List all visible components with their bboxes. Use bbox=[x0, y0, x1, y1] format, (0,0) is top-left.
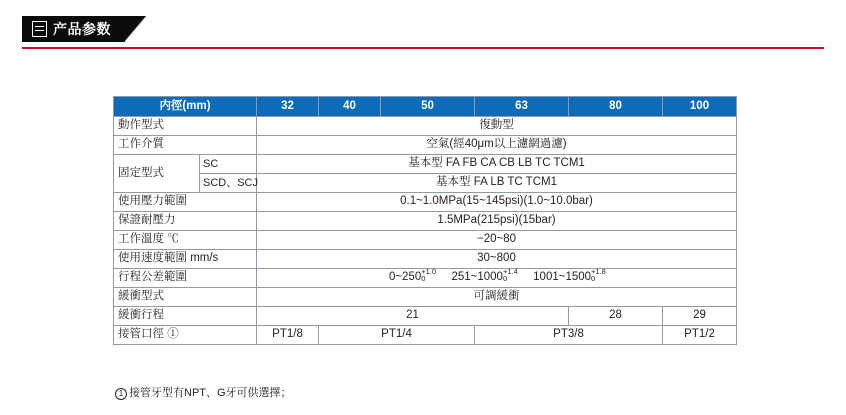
row-label-mounting-type: 固定型式 bbox=[114, 155, 200, 193]
row-label-working-pressure: 使用壓力範圍 bbox=[114, 193, 257, 212]
row-sublabel-sc: SC bbox=[200, 155, 257, 174]
row-value-action-type: 復動型 bbox=[257, 117, 737, 136]
row-label-stroke-tolerance: 行程公差範圍 bbox=[114, 269, 257, 288]
table-row bbox=[114, 117, 737, 136]
tolerance-range-3: 1001~1500 bbox=[533, 271, 592, 284]
column-header-50: 50 bbox=[381, 97, 475, 117]
tolerance-upper-2: +1.4 bbox=[502, 266, 518, 276]
tolerance-lower-2: 0 bbox=[502, 273, 508, 283]
row-value-cushion-type: 可調緩衝 bbox=[257, 288, 737, 307]
row-value-temperature: −20~80 bbox=[257, 231, 737, 250]
table-row bbox=[114, 212, 737, 231]
row-value-port-size-3: PT3/8 bbox=[475, 326, 663, 345]
row-label-medium: 工作介質 bbox=[114, 136, 257, 155]
table-row bbox=[114, 288, 737, 307]
column-header-80: 80 bbox=[569, 97, 663, 117]
row-value-mounting-scd-scj: 基本型 FA LB TC TCM1 bbox=[257, 174, 737, 193]
row-label-speed-range: 使用速度範圍 mm/s bbox=[114, 250, 257, 269]
table-row bbox=[114, 269, 737, 288]
row-label-temperature: 工作溫度 ℃ bbox=[114, 231, 257, 250]
row-value-cushion-stroke-2: 28 bbox=[569, 307, 663, 326]
tolerance-item-2 bbox=[451, 266, 519, 284]
tolerance-item-1 bbox=[388, 266, 438, 284]
spec-table bbox=[113, 96, 737, 345]
spec-table-wrapper bbox=[113, 96, 736, 345]
row-value-proof-pressure: 1.5MPa(215psi)(15bar) bbox=[257, 212, 737, 231]
row-value-stroke-tolerance bbox=[257, 266, 737, 288]
column-header-63: 63 bbox=[475, 97, 569, 117]
table-row bbox=[114, 231, 737, 250]
row-value-mounting-sc: 基本型 FA FB CA CB LB TC TCM1 bbox=[257, 155, 737, 174]
tolerance-item-3 bbox=[533, 266, 606, 284]
row-value-port-size-1: PT1/8 bbox=[257, 326, 319, 345]
tolerance-lower-1: 0 bbox=[421, 273, 426, 283]
footnote-marker: 1 bbox=[115, 388, 127, 400]
table-row bbox=[114, 326, 737, 345]
tolerance-range-1: 0~250 bbox=[388, 271, 422, 284]
table-row bbox=[114, 136, 737, 155]
row-value-medium: 空氣(經40μm以上濾網過濾) bbox=[257, 136, 737, 155]
row-value-cushion-stroke-3: 29 bbox=[663, 307, 737, 326]
table-row bbox=[114, 193, 737, 212]
table-row bbox=[114, 155, 737, 174]
row-value-cushion-stroke-1: 21 bbox=[257, 307, 569, 326]
row-label-cushion-type: 緩衝型式 bbox=[114, 288, 257, 307]
tolerance-range-2: 251~1000 bbox=[451, 271, 503, 284]
column-header-100: 100 bbox=[663, 97, 737, 117]
row-label-cushion-stroke: 緩衝行程 bbox=[114, 307, 257, 326]
row-label-port-size: 接管口徑 ① bbox=[114, 326, 257, 345]
row-value-speed-range: 30~800 bbox=[257, 250, 737, 269]
tolerance-upper-3: +1.8 bbox=[591, 266, 606, 276]
table-header-row bbox=[114, 97, 737, 117]
section-header-tag bbox=[22, 16, 125, 42]
row-sublabel-scd-scj: SCD、SCJ bbox=[200, 174, 257, 193]
column-header-bore: 内徑(mm) bbox=[114, 97, 257, 117]
row-value-port-size-2: PT1/4 bbox=[319, 326, 475, 345]
table-row bbox=[114, 250, 737, 269]
page-title: 产品参数 bbox=[53, 21, 111, 37]
footnote-text: 接管牙型有NPT、G牙可供選擇； bbox=[129, 387, 292, 399]
column-header-32: 32 bbox=[257, 97, 319, 117]
header-divider bbox=[22, 47, 824, 49]
document-icon bbox=[32, 21, 47, 37]
table-row bbox=[114, 174, 737, 193]
row-label-proof-pressure: 保證耐壓力 bbox=[114, 212, 257, 231]
section-header-slant bbox=[125, 16, 147, 42]
row-value-port-size-4: PT1/2 bbox=[663, 326, 737, 345]
tolerance-upper-1: +1.0 bbox=[421, 266, 437, 276]
table-row bbox=[114, 307, 737, 326]
section-header bbox=[22, 16, 147, 42]
tolerance-lower-3: 0 bbox=[591, 273, 596, 283]
footnote bbox=[113, 384, 292, 400]
row-value-working-pressure: 0.1~1.0MPa(15~145psi)(1.0~10.0bar) bbox=[257, 193, 737, 212]
column-header-40: 40 bbox=[319, 97, 381, 117]
row-label-action-type: 動作型式 bbox=[114, 117, 257, 136]
